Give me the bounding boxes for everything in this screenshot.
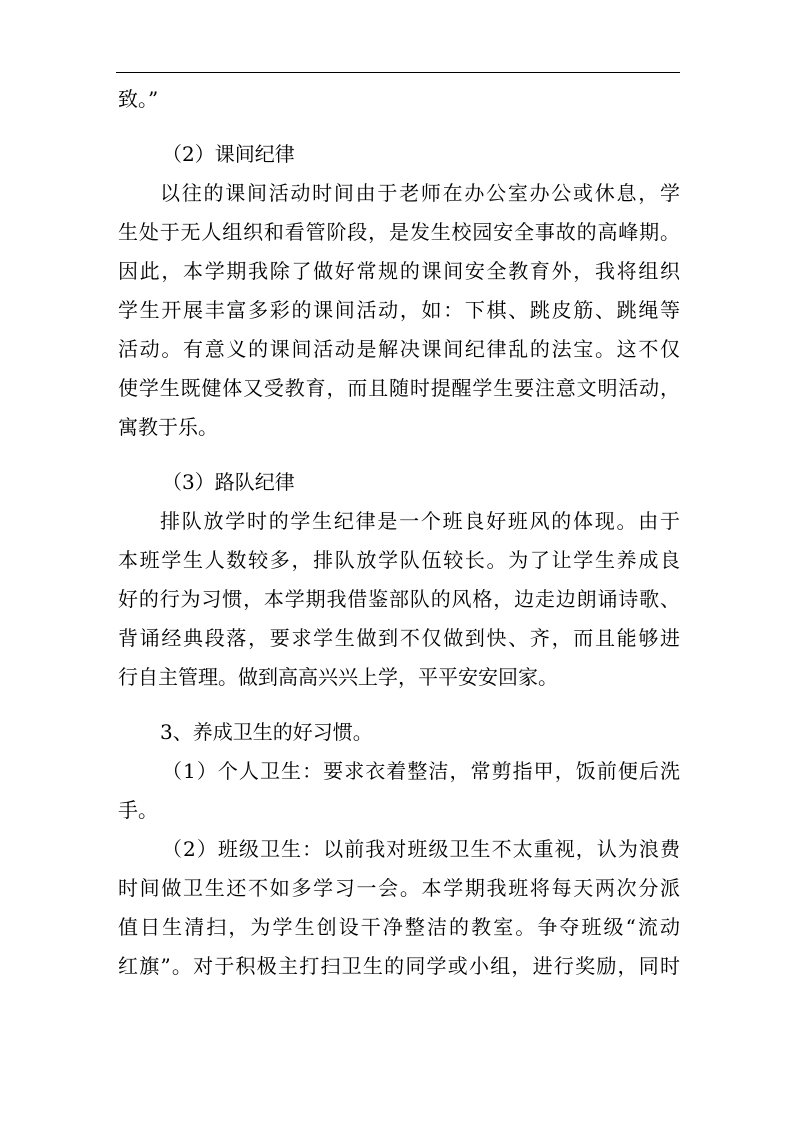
text-line: （2）班级卫生：以前我对班级卫生不太重视，认为浪费 (162, 837, 680, 861)
header-rule (116, 72, 680, 73)
text-line: 使学生既健体又受教育，而且随时提醒学生要注意文明活动， (118, 376, 680, 400)
text-line: （1）个人卫生：要求衣着整洁，常剪指甲，饭前便后洗 (162, 759, 680, 783)
text-line: 值日生清扫，为学生创设干净整洁的教室。争夺班级“流动 (118, 915, 680, 939)
text-line: 寓教于乐。 (118, 415, 218, 439)
text-line: 以往的课间活动时间由于老师在办公室办公或休息，学 (160, 181, 680, 205)
section-heading: 3、养成卫生的好习惯。 (160, 720, 373, 744)
section-heading: （3）路队纪律 (162, 470, 295, 494)
text-line: 背诵经典段落，要求学生做到不仅做到快、齐，而且能够进 (118, 626, 680, 650)
section-heading: （2）课间纪律 (162, 142, 295, 166)
text-line: 好的行为习惯，本学期我借鉴部队的风格，边走边朗诵诗歌、 (118, 587, 680, 611)
text-line: 手。 (118, 798, 158, 822)
text-line: 致。” (118, 87, 159, 111)
text-line: 时间做卫生还不如多学习一会。本学期我班将每天两次分派 (118, 876, 680, 900)
text-line: 本班学生人数较多，排队放学队伍较长。为了让学生养成良 (118, 548, 680, 572)
text-line: 排队放学时的学生纪律是一个班良好班风的体现。由于 (160, 509, 680, 533)
text-line: 行自主管理。做到高高兴兴上学，平平安安回家。 (118, 665, 558, 689)
text-line: 生处于无人组织和看管阶段，是发生校园安全事故的高峰期。 (118, 220, 680, 244)
text-line: 红旗”。对于积极主打扫卫生的同学或小组，进行奖励，同时 (118, 954, 680, 978)
text-line: 因此，本学期我除了做好常规的课间安全教育外，我将组织 (118, 259, 680, 283)
text-line: 学生开展丰富多彩的课间活动，如：下棋、跳皮筋、跳绳等 (118, 298, 680, 322)
text-line: 活动。有意义的课间活动是解决课间纪律乱的法宝。这不仅 (118, 337, 680, 361)
